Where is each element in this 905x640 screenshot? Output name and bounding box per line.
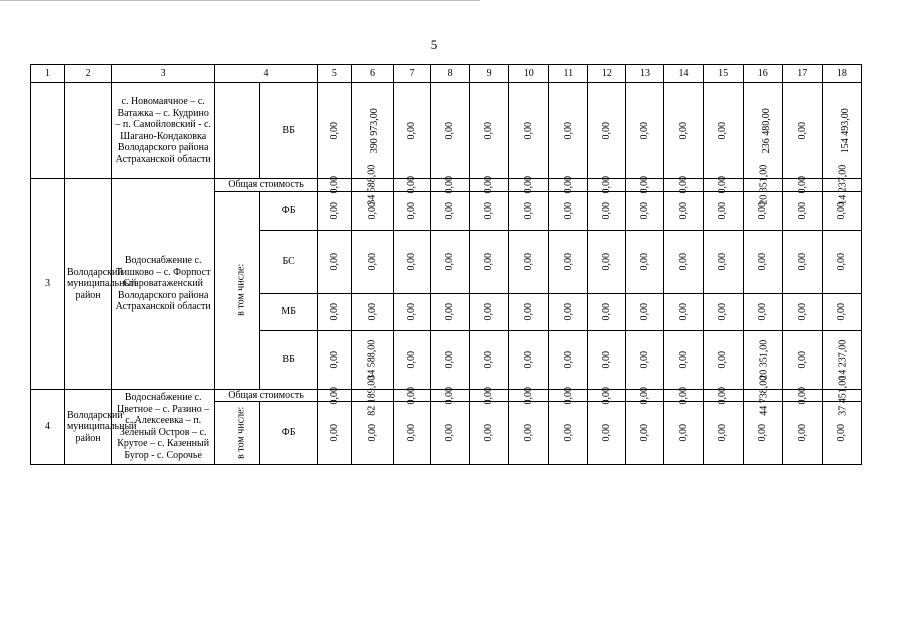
header-col-11: 11	[549, 65, 588, 83]
block3-src3-col12-text: 0,00	[601, 350, 613, 369]
budget-table	[30, 64, 862, 465]
block3-src2-col10-text: 0,00	[522, 302, 534, 321]
block3-src1-col5	[317, 230, 351, 293]
block3-src0-col11	[549, 191, 588, 230]
block3-src1-col15-text: 0,00	[717, 252, 729, 271]
block3-total-col5-text: 0,00	[328, 176, 340, 194]
block3-total-col6	[351, 164, 393, 205]
block4-src0-col11-text: 0,00	[562, 424, 574, 442]
cont-vb-col8	[431, 83, 470, 179]
block3-total-col6-text: 34 588,00	[366, 164, 378, 205]
block3-src1-col6-text: 0,00	[366, 252, 378, 271]
block3-total-col15	[703, 176, 743, 194]
header-col-2: 2	[64, 65, 111, 83]
block4-src0-col14-text: 0,00	[677, 424, 689, 442]
cont-vb-col10	[509, 83, 549, 179]
header-col-15: 15	[703, 65, 743, 83]
block3-src2-col6	[351, 293, 393, 330]
block3-total-col18	[822, 164, 861, 205]
block3-src0-col13	[626, 191, 664, 230]
cont-vb-col5	[317, 83, 351, 179]
block3-total-col15-text: 0,00	[717, 176, 729, 194]
block3-src3-col7	[394, 330, 431, 389]
cont-vb-col16-text: 236 480,00	[760, 108, 772, 153]
block3-src1-col7	[394, 230, 431, 293]
header-col-7: 7	[394, 65, 431, 83]
block3-total-col10	[509, 176, 549, 194]
block3-src0-col14-text: 0,00	[677, 201, 689, 220]
block3-src1-col7-text: 0,00	[406, 252, 418, 271]
block4-total-col7-text: 0,00	[406, 386, 418, 404]
block3-src1-col10-text: 0,00	[522, 252, 534, 271]
header-col-13: 13	[626, 65, 664, 83]
block3-src1-col6	[351, 230, 393, 293]
block3-src3-col6-text: 34 588,00	[366, 339, 378, 380]
block3-src1-col8-text: 0,00	[444, 252, 456, 271]
cont-vb-col12-text: 0,00	[601, 121, 613, 140]
block3-src0-col5	[317, 191, 351, 230]
block3-src1-col13-text: 0,00	[639, 252, 651, 271]
block4-total-col15	[703, 386, 743, 404]
block3-src0-col18-text: 0,00	[836, 201, 848, 220]
block3-total-col16-text: 20 351,00	[757, 164, 769, 205]
block4-total-col17-text: 0,00	[796, 386, 808, 404]
block4-src0-col17	[782, 402, 822, 465]
block3-src2-col14-text: 0,00	[677, 302, 689, 321]
cont-vb-col11-text: 0,00	[562, 121, 574, 140]
block3-src1-col12	[588, 230, 626, 293]
cont-vb-col9-text: 0,00	[483, 121, 495, 140]
cont-vb-col18-text: 154 493,00	[839, 108, 851, 153]
block3-total-col11-text: 0,00	[562, 176, 574, 194]
header-col-3: 3	[112, 65, 215, 83]
block4-src0-col5-text: 0,00	[328, 424, 340, 442]
block3-src2-col8-text: 0,00	[444, 302, 456, 321]
block3-total-col14	[664, 176, 703, 194]
block4-src0-col11	[549, 402, 588, 465]
block3-src3-col11-text: 0,00	[562, 350, 574, 369]
header-col-10: 10	[509, 65, 549, 83]
row-number-cell	[31, 83, 65, 179]
cont-vb-col17	[782, 83, 822, 179]
block3-src1-col16-text: 0,00	[756, 252, 768, 271]
block3-source-1: БС	[260, 230, 318, 293]
block3-src2-col16	[743, 293, 782, 330]
block3-src1-col9-text: 0,00	[483, 252, 495, 271]
block3-src2-col17	[782, 293, 822, 330]
block3-src3-col13-text: 0,00	[639, 350, 651, 369]
cont-vb-col17-text: 0,00	[796, 121, 808, 140]
block4-district: Володарский муниципальный район	[64, 389, 111, 465]
block4-src0-col8	[431, 402, 470, 465]
block3-project: Водоснабжение с. Тишково – с. Форпост Староватаженский Володарского района Астраханской области	[112, 179, 215, 390]
page-number: 5	[430, 37, 438, 52]
block3-src0-col7-text: 0,00	[406, 201, 418, 220]
block3-src3-col5	[317, 330, 351, 389]
block3-src1-col16	[743, 230, 782, 293]
block3-src1-col8	[431, 230, 470, 293]
block3-src2-col10	[509, 293, 549, 330]
header-col-9: 9	[470, 65, 509, 83]
block3-src2-col11	[549, 293, 588, 330]
block3-src3-col17	[782, 330, 822, 389]
block4-total-col14-text: 0,00	[677, 386, 689, 404]
block4-total-col17	[782, 386, 822, 404]
block4-number: 4	[31, 389, 65, 465]
block4-source-0: ФБ	[260, 402, 318, 465]
block4-total-col5-text: 0,00	[328, 386, 340, 404]
header-col-4: 4	[215, 65, 318, 83]
block3-src3-col15-text: 0,00	[717, 350, 729, 369]
header-col-6: 6	[351, 65, 393, 83]
cont-vb-col11	[549, 83, 588, 179]
block3-district: Володарский муниципальный район	[64, 179, 111, 390]
block3-src2-col17-text: 0,00	[796, 302, 808, 321]
table-row	[31, 83, 862, 179]
block3-src3-col9-text: 0,00	[483, 350, 495, 369]
block3-src2-col9-text: 0,00	[483, 302, 495, 321]
block3-src2-col7-text: 0,00	[406, 302, 418, 321]
block3-src2-col12-text: 0,00	[601, 302, 613, 321]
block3-src2-col11-text: 0,00	[562, 302, 574, 321]
table-row	[31, 389, 862, 402]
block3-src3-col11	[549, 330, 588, 389]
block3-source-2: МБ	[260, 293, 318, 330]
block3-src1-col18	[822, 230, 861, 293]
block3-src2-col5	[317, 293, 351, 330]
block3-src2-col9	[470, 293, 509, 330]
block3-src1-col11-text: 0,00	[562, 252, 574, 271]
block3-src3-col8	[431, 330, 470, 389]
block3-total-col10-text: 0,00	[522, 176, 534, 194]
block3-src2-col15	[703, 293, 743, 330]
block4-src0-col10	[509, 402, 549, 465]
block3-total-col13	[626, 176, 664, 194]
source-label: ВБ	[260, 83, 318, 179]
block3-src1-col14	[664, 230, 703, 293]
block3-src0-col7	[394, 191, 431, 230]
block3-total-col12	[588, 176, 626, 194]
block3-src1-col17-text: 0,00	[796, 252, 808, 271]
block3-number: 3	[31, 179, 65, 390]
block3-src0-col5-text: 0,00	[328, 201, 340, 220]
block3-src2-col13-text: 0,00	[639, 302, 651, 321]
block3-src0-col12-text: 0,00	[601, 201, 613, 220]
block3-src0-col17-text: 0,00	[796, 201, 808, 220]
block4-src0-col7	[394, 402, 431, 465]
block3-src0-col10-text: 0,00	[522, 201, 534, 220]
block3-src0-col8	[431, 191, 470, 230]
cont-vb-col13	[626, 83, 664, 179]
block4-src0-col5	[317, 402, 351, 465]
block3-total-col7	[394, 176, 431, 194]
block4-total-col16-text: 44 738,00	[757, 375, 769, 416]
block3-src1-col14-text: 0,00	[677, 252, 689, 271]
block4-total-col18	[822, 375, 861, 416]
header-row	[31, 65, 862, 83]
block3-total-col9-text: 0,00	[483, 176, 495, 194]
district-cell	[64, 83, 111, 179]
block3-src2-col14	[664, 293, 703, 330]
block3-src0-col15	[703, 191, 743, 230]
cont-vb-col5-text: 0,00	[328, 121, 340, 140]
block3-src0-col9-text: 0,00	[483, 201, 495, 220]
block4-total-col9-text: 0,00	[483, 386, 495, 404]
block3-src2-col7	[394, 293, 431, 330]
block3-source-3: ВБ	[260, 330, 318, 389]
block4-total-col15-text: 0,00	[717, 386, 729, 404]
block3-src0-col6-text: 0,00	[366, 201, 378, 220]
block4-src0-col15-text: 0,00	[717, 424, 729, 442]
block3-src0-col17	[782, 191, 822, 230]
block3-src1-col15	[703, 230, 743, 293]
block3-total-col18-text: 14 237,00	[837, 164, 849, 205]
block4-src0-col10-text: 0,00	[522, 424, 534, 442]
header-col-1: 1	[31, 65, 65, 83]
block3-src3-col9	[470, 330, 509, 389]
block3-src3-col14-text: 0,00	[677, 350, 689, 369]
block3-src0-col13-text: 0,00	[639, 201, 651, 220]
block3-src3-col13	[626, 330, 664, 389]
block3-including-label	[215, 191, 260, 389]
cont-vb-col15-text: 0,00	[717, 121, 729, 140]
block3-src2-col5-text: 0,00	[328, 302, 340, 321]
block3-including-label-text: в том числе:	[235, 263, 247, 317]
block3-src3-col10	[509, 330, 549, 389]
block3-src1-col18-text: 0,00	[836, 252, 848, 271]
block3-src2-col16-text: 0,00	[756, 302, 768, 321]
block3-total-col8-text: 0,00	[444, 176, 456, 194]
block4-total-col16	[743, 375, 782, 416]
header-col-5: 5	[317, 65, 351, 83]
header-col-16: 16	[743, 65, 782, 83]
block4-total-col8	[431, 386, 470, 404]
header-col-8: 8	[431, 65, 470, 83]
block3-src2-col13	[626, 293, 664, 330]
block3-src0-col8-text: 0,00	[444, 201, 456, 220]
block3-src3-col14	[664, 330, 703, 389]
block3-total-col7-text: 0,00	[406, 176, 418, 194]
block3-src1-col9	[470, 230, 509, 293]
table-row	[31, 179, 862, 192]
block3-src3-col8-text: 0,00	[444, 350, 456, 369]
block3-src1-col17	[782, 230, 822, 293]
block4-src0-col12	[588, 402, 626, 465]
cont-vb-col10-text: 0,00	[522, 121, 534, 140]
block4-including-label	[215, 402, 260, 465]
block4-total-col10-text: 0,00	[522, 386, 534, 404]
block3-total-col5	[317, 176, 351, 194]
block3-src2-col8	[431, 293, 470, 330]
cont-vb-col8-text: 0,00	[444, 121, 456, 140]
block3-src1-col11	[549, 230, 588, 293]
block3-total-col9	[470, 176, 509, 194]
project-name: с. Новомаячное – с. Ватажка – с. Кудрино – п. Самойловский - с. Шагано-Кондаковка Володарского района Астраханской области	[112, 83, 215, 179]
cont-vb-col12	[588, 83, 626, 179]
block3-src3-col7-text: 0,00	[406, 350, 418, 369]
block4-total-col18-text: 37 451,00	[837, 375, 849, 416]
block4-src0-col9-text: 0,00	[483, 424, 495, 442]
block4-src0-col6-text: 0,00	[366, 424, 378, 442]
block4-src0-col13	[626, 402, 664, 465]
block4-total-col6	[351, 375, 393, 416]
block3-src3-col10-text: 0,00	[522, 350, 534, 369]
cont-vb-col14	[664, 83, 703, 179]
block3-total-col13-text: 0,00	[639, 176, 651, 194]
header-col-14: 14	[664, 65, 703, 83]
block3-src3-col15	[703, 330, 743, 389]
block4-src0-col18-text: 0,00	[836, 424, 848, 442]
cont-vb-col7-text: 0,00	[406, 121, 418, 140]
block3-src2-col18	[822, 293, 861, 330]
block4-src0-col9	[470, 402, 509, 465]
header-col-12: 12	[588, 65, 626, 83]
block3-total-col11	[549, 176, 588, 194]
block4-total-col8-text: 0,00	[444, 386, 456, 404]
block3-total-col12-text: 0,00	[601, 176, 613, 194]
block3-src2-col6-text: 0,00	[366, 302, 378, 321]
block3-src1-col5-text: 0,00	[328, 252, 340, 271]
block3-total-col17	[782, 176, 822, 194]
block3-src3-col17-text: 0,00	[796, 350, 808, 369]
block3-src1-col10	[509, 230, 549, 293]
block4-total-col5	[317, 386, 351, 404]
block3-src3-col16-text: 20 351,00	[757, 339, 769, 380]
cont-vb-col9	[470, 83, 509, 179]
block4-total-col6-text: 82 189,00	[366, 375, 378, 416]
cont-vb-col6-text: 390 973,00	[368, 108, 380, 153]
block3-src0-col12	[588, 191, 626, 230]
block4-total-col13-text: 0,00	[639, 386, 651, 404]
cont-vb-col14-text: 0,00	[677, 121, 689, 140]
block3-src2-col12	[588, 293, 626, 330]
block3-source-0: ФБ	[260, 191, 318, 230]
block4-total-col14	[664, 386, 703, 404]
block3-src3-col5-text: 0,00	[328, 350, 340, 369]
block3-src3-col12	[588, 330, 626, 389]
cont-vb-col7	[394, 83, 431, 179]
block3-src0-col15-text: 0,00	[717, 201, 729, 220]
header-col-18: 18	[822, 65, 861, 83]
block3-src1-col12-text: 0,00	[601, 252, 613, 271]
block4-src0-col7-text: 0,00	[406, 424, 418, 442]
block3-src2-col15-text: 0,00	[717, 302, 729, 321]
block3-total-col16	[743, 164, 782, 205]
block4-total-col7	[394, 386, 431, 404]
block4-src0-col16-text: 0,00	[756, 424, 768, 442]
block4-src0-col12-text: 0,00	[601, 424, 613, 442]
block3-total-col8	[431, 176, 470, 194]
block4-total-col10	[509, 386, 549, 404]
block3-src1-col13	[626, 230, 664, 293]
block4-total-col11	[549, 386, 588, 404]
block3-src3-col18-text: 14 237,00	[837, 339, 849, 380]
cont-vb-col13-text: 0,00	[639, 121, 651, 140]
cont-vb-col15	[703, 83, 743, 179]
including-cell	[215, 83, 260, 179]
block4-total-col9	[470, 386, 509, 404]
block3-src2-col18-text: 0,00	[836, 302, 848, 321]
block4-project: Водоснабжение с. Цветное – с. Разино – с. Алексеевка – п. Зеленый Остров – с. Крутое – с. Казенный Бугор - с. Сорочье	[112, 389, 215, 465]
block4-src0-col14	[664, 402, 703, 465]
block4-total-label: Общая стоимость	[215, 389, 318, 402]
block4-total-col11-text: 0,00	[562, 386, 574, 404]
block4-total-col12	[588, 386, 626, 404]
block4-src0-col8-text: 0,00	[444, 424, 456, 442]
block3-total-col17-text: 0,00	[796, 176, 808, 194]
header-col-17: 17	[782, 65, 822, 83]
block4-src0-col17-text: 0,00	[796, 424, 808, 442]
block4-total-col13	[626, 386, 664, 404]
block3-total-col14-text: 0,00	[677, 176, 689, 194]
block3-src0-col16-text: 0,00	[756, 201, 768, 220]
block4-total-col12-text: 0,00	[601, 386, 613, 404]
block4-src0-col13-text: 0,00	[639, 424, 651, 442]
block4-src0-col15	[703, 402, 743, 465]
block3-total-label: Общая стоимость	[215, 179, 318, 192]
block3-src0-col14	[664, 191, 703, 230]
block3-src0-col9	[470, 191, 509, 230]
scan-top-line	[0, 0, 480, 1]
block3-src0-col10	[509, 191, 549, 230]
block3-src0-col11-text: 0,00	[562, 201, 574, 220]
block4-including-label-text: в том числе:	[235, 406, 247, 460]
